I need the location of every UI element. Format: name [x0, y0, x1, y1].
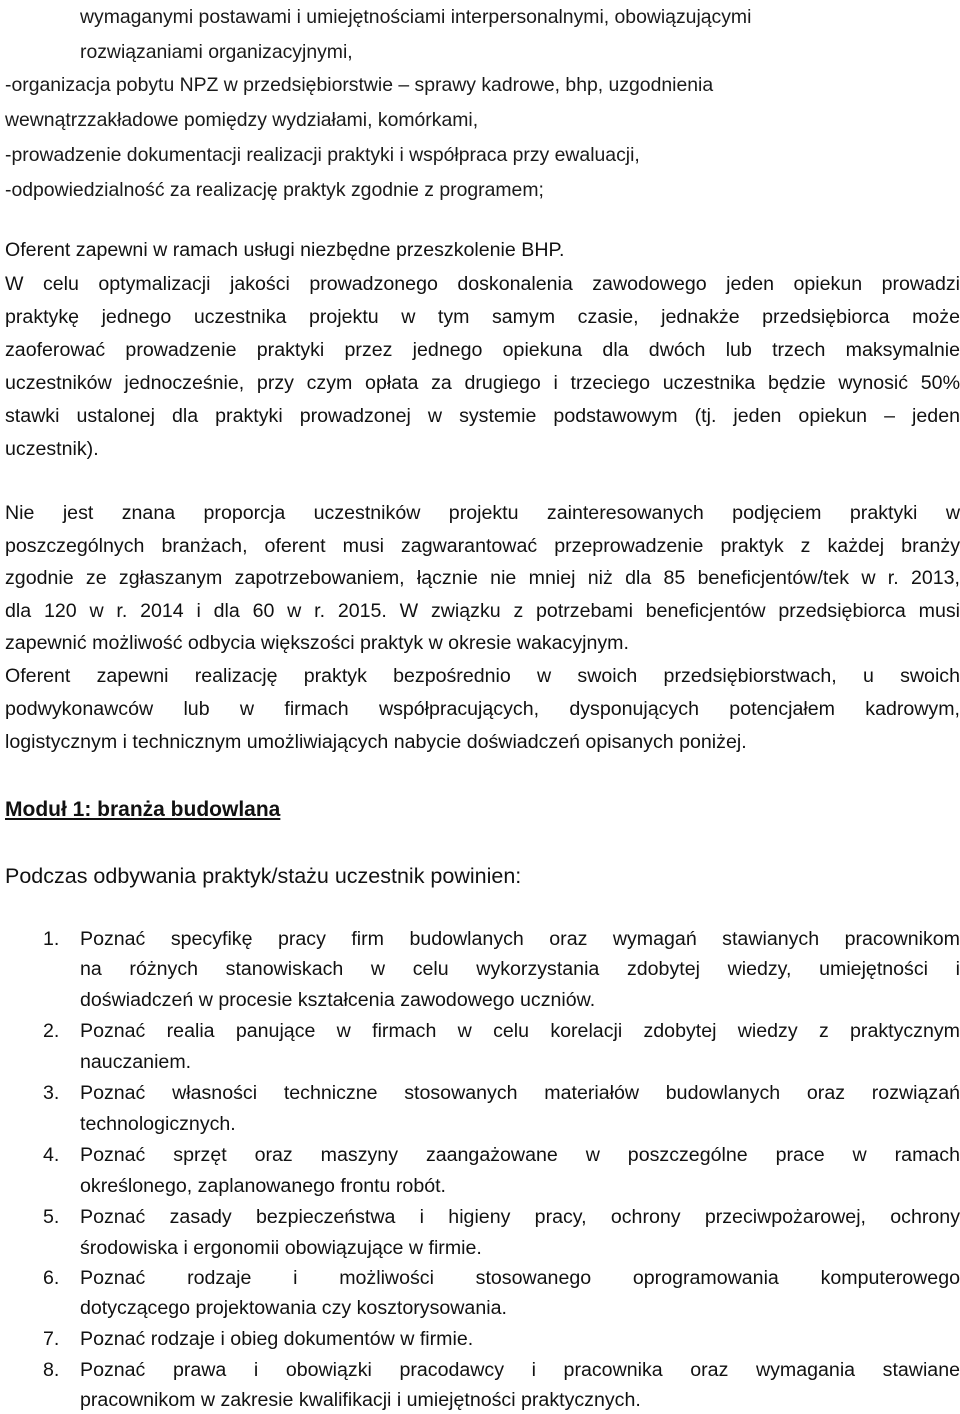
paragraph-2-line: Nie jest znana proporcja uczestników projektu zainteresowanych podjęciem praktyki w [5, 502, 960, 524]
list-item-number: 5. [43, 1206, 60, 1228]
list-item-line: technologicznych. [80, 1113, 236, 1135]
list-item-number: 3. [43, 1082, 60, 1104]
paragraph-2-line: dla 120 w r. 2014 i dla 60 w r. 2015. W związku z potrzebami beneficjentów przedsiębiorca musi [5, 600, 960, 622]
list-item-line: na różnych stanowiskach w celu wykorzystania zdobytej wiedzy, umiejętności i [80, 958, 960, 980]
paragraph-2-line: zgodnie ze zgłaszanym zapotrzebowaniem, łącznie nie mniej niż dla 85 beneficjentów/tek w r. 2013, [5, 567, 960, 589]
list-item-line: określonego, zaplanowanego frontu robót. [80, 1175, 447, 1197]
list-item-number: 1. [43, 928, 60, 950]
paragraph-1-line: zaoferować prowadzenie praktyki przez jednego opiekuna dla dwóch lub trzech maksymalnie [5, 339, 960, 361]
list-item-line: doświadczeń w procesie kształcenia zawodowego uczniów. [80, 989, 596, 1011]
list-item-line: Poznać rodzaje i obieg dokumentów w firmie. [80, 1328, 474, 1350]
list-item-number: 8. [43, 1359, 60, 1381]
list-item-line: Poznać sprzęt oraz maszyny zaangażowane w poszczególne prace w ramach [80, 1144, 960, 1166]
list-item-line: nauczaniem. [80, 1051, 192, 1073]
bhp-line: Oferent zapewni w ramach usługi niezbędne przeszkolenie BHP. [5, 239, 565, 261]
list-item-line: Poznać własności techniczne stosowanych materiałów budowlanych oraz rozwiązań [80, 1082, 960, 1104]
intro-line: -odpowiedzialność za realizację praktyk zgodnie z programem; [5, 179, 544, 201]
paragraph-1-line: uczestnik). [5, 438, 99, 460]
paragraph-1-line: stawki ustalonej dla praktyki prowadzonej w systemie podstawowym (tj. jeden opiekun – jeden [5, 405, 960, 427]
intro-line: wymaganymi postawami i umiejętnościami interpersonalnymi, obowiązującymi [80, 6, 752, 28]
intro-line: -prowadzenie dokumentacji realizacji praktyki i współpraca przy ewaluacji, [5, 144, 640, 166]
paragraph-1-line: W celu optymalizacji jakości prowadzonego doskonalenia zawodowego jeden opiekun prowadzi [5, 273, 960, 295]
list-item-line: środowiska i ergonomii obowiązujące w firmie. [80, 1237, 482, 1259]
intro-line: -organizacja pobytu NPZ w przedsiębiorstwie – sprawy kadrowe, bhp, uzgodnienia [5, 74, 714, 96]
paragraph-3-line: logistycznym i technicznym umożliwiających nabycie doświadczeń opisanych poniżej. [5, 731, 747, 753]
paragraph-2-line: zapewnić możliwość odbycia większości praktyk w okresie wakacyjnym. [5, 632, 629, 654]
list-item-line: dotyczącego projektowania czy kosztorysowania. [80, 1297, 507, 1319]
list-item-number: 6. [43, 1267, 60, 1289]
paragraph-3-line: podwykonawców lub w firmach współpracujących, dysponujących potencjałem kadrowym, [5, 698, 960, 720]
list-item-line: pracownikom w zakresie kwalifikacji i umiejętności praktycznych. [80, 1389, 641, 1411]
list-item-line: Poznać realia panujące w firmach w celu korelacji zdobytej wiedzy z praktycznym [80, 1020, 960, 1042]
list-item-line: Poznać prawa i obowiązki pracodawcy i pracownika oraz wymagania stawiane [80, 1359, 960, 1381]
list-item-number: 2. [43, 1020, 60, 1042]
paragraph-1-line: uczestników jednocześnie, przy czym opłata za drugiego i trzeciego uczestnika będzie wynosić 50% [5, 372, 960, 394]
list-item-line: Poznać rodzaje i możliwości stosowanego oprogramowania komputerowego [80, 1267, 960, 1289]
paragraph-1-line: praktykę jednego uczestnika projektu w tym samym czasie, jednakże przedsiębiorca może [5, 306, 960, 328]
list-item-number: 7. [43, 1328, 60, 1350]
intro-line: wewnątrzzakładowe pomiędzy wydziałami, komórkami, [5, 109, 479, 131]
list-item-line: Poznać zasady bezpieczeństwa i higieny pracy, ochrony przeciwpożarowej, ochrony [80, 1206, 960, 1228]
module-subheading: Podczas odbywania praktyk/stażu uczestnik powinien: [5, 864, 522, 888]
module-heading: Moduł 1: branża budowlana [5, 798, 281, 821]
paragraph-2-line: poszczególnych branżach, oferent musi zagwarantować przeprowadzenie praktyk z każdej branży [5, 535, 960, 557]
list-item-line: Poznać specyfikę pracy firm budowlanych oraz wymagań stawianych pracownikom [80, 928, 960, 950]
list-item-number: 4. [43, 1144, 60, 1166]
intro-line: rozwiązaniami organizacyjnymi, [80, 41, 353, 63]
paragraph-3-line: Oferent zapewni realizację praktyk bezpośrednio w swoich przedsiębiorstwach, u swoich [5, 665, 960, 687]
